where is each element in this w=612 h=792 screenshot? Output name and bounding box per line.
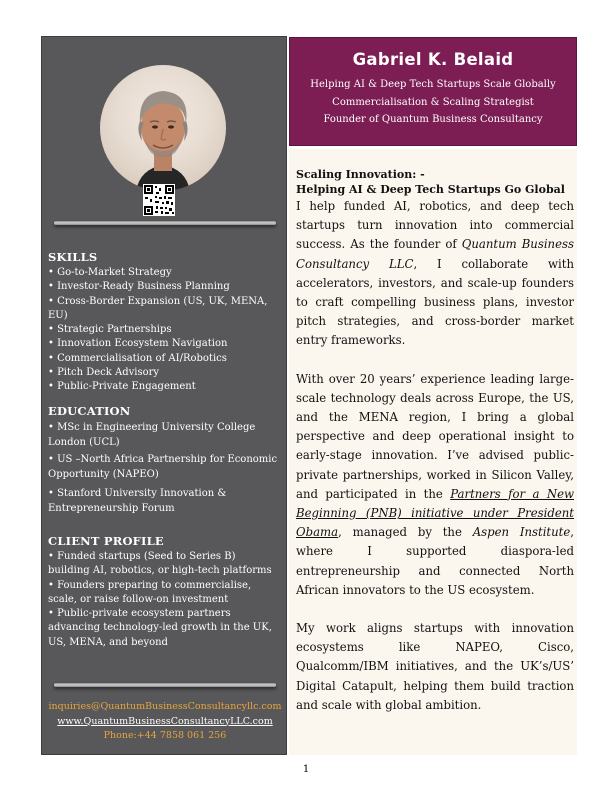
education-list	[48, 420, 280, 516]
divider-bar-bottom	[54, 683, 276, 687]
list-item: • US –North Africa Partnership for Economic Opportunity (NAPEO)	[48, 454, 278, 480]
section-heading-1: Scaling Innovation: -	[296, 168, 425, 181]
email-link[interactable]: inquiries@QuantumBusinessConsultancyllc.com	[48, 701, 282, 712]
header-banner	[289, 37, 577, 146]
list-item: • Cross-Border Expansion (US, UK, MENA, EU)	[48, 295, 268, 321]
divider-bar-top	[54, 221, 276, 225]
skills-list	[48, 266, 280, 395]
section-heading-2: Helping AI & Deep Tech Startups Go Global	[296, 183, 565, 196]
list-item: • Innovation Ecosystem Navigation	[48, 338, 228, 350]
main-content	[296, 167, 574, 734]
list-item: • Pitch Deck Advisory	[48, 367, 160, 379]
contact-block	[42, 700, 288, 744]
aspen-institute: Aspen Institute	[472, 525, 571, 540]
sidebar	[41, 36, 287, 755]
list-item: • Investor-Ready Business Planning	[48, 281, 230, 293]
paragraph-2: With over 20 years’ experience leading large-scale technology deals across Europe, the US, and the MENA region, I bring a global perspective and deep operational insight to early-stage innovation. I’ve advised public-private partnerships, worked in Silicon Valley, and participated in the Partners for a New Beginning (PNB) initiative under President Obama, managed by the Aspen Institute, where I supported diaspora-led entrepreneurship and connected North African innovators to the US ecosystem.	[296, 371, 574, 597]
list-item: • Funded startups (Seed to Series B) building AI, robotics, or high-tech platforms	[48, 551, 272, 577]
list-item: • Commercialisation of AI/Robotics	[48, 352, 227, 364]
client-profile-title: CLIENT PROFILE	[48, 534, 164, 548]
person-name: Gabriel K. Belaid	[352, 50, 514, 69]
website-link[interactable]: www.QuantumBusinessConsultancyLLC.com	[57, 715, 273, 727]
list-item: • Founders preparing to commercialise, scale, or raise follow-on investment	[48, 579, 252, 605]
paragraph-3: My work aligns startups with innovation ecosystems like NAPEO, Cisco, Qualcomm/IBM initiatives, and the UK’s/US’ Digital Catapult, helping them build traction and scale with global ambition.	[296, 621, 574, 712]
client-profile-list	[48, 550, 280, 650]
paragraph-1: I help funded AI, robotics, and deep tech startups turn innovation into commercial success. As the founder of Quantum Business Consultancy LLC, I collaborate with accelerators, investors, and scale-up founders to craft compelling business plans, investor pitch strategies, and cross-border market entry frameworks.	[296, 199, 575, 348]
tagline-line-1: Helping AI & Deep Tech Startups Scale Globally	[310, 79, 556, 90]
profile-photo	[100, 65, 226, 191]
list-item: • MSc in Engineering University College London (UCL)	[48, 422, 256, 448]
pnb-initiative-link[interactable]: Partners for a New Beginning (PNB) initiative under President Obama	[296, 486, 574, 540]
skills-title: SKILLS	[48, 250, 98, 264]
list-item: • Go-to-Market Strategy	[48, 267, 172, 278]
phone-number: Phone:+44 7858 061 256	[103, 730, 227, 741]
list-item: • Public-Private Engagement	[48, 381, 196, 393]
qr-code[interactable]	[143, 184, 175, 216]
education-title: EDUCATION	[48, 404, 131, 418]
company-name: Quantum Business Consultancy LLC	[296, 237, 575, 271]
list-item: • Stanford University Innovation & Entrepreneurship Forum	[48, 488, 227, 514]
tagline	[290, 76, 576, 129]
tagline-line-2: Commercialisation & Scaling Strategist	[332, 96, 534, 108]
list-item: • Public-private ecosystem partners advancing technology-led growth in the UK, US, MENA, and beyond	[48, 608, 272, 648]
page-number: 1	[302, 764, 310, 775]
list-item: • Strategic Partnerships	[48, 324, 172, 336]
tagline-line-3: Founder of Quantum Business Consultancy	[323, 114, 543, 125]
